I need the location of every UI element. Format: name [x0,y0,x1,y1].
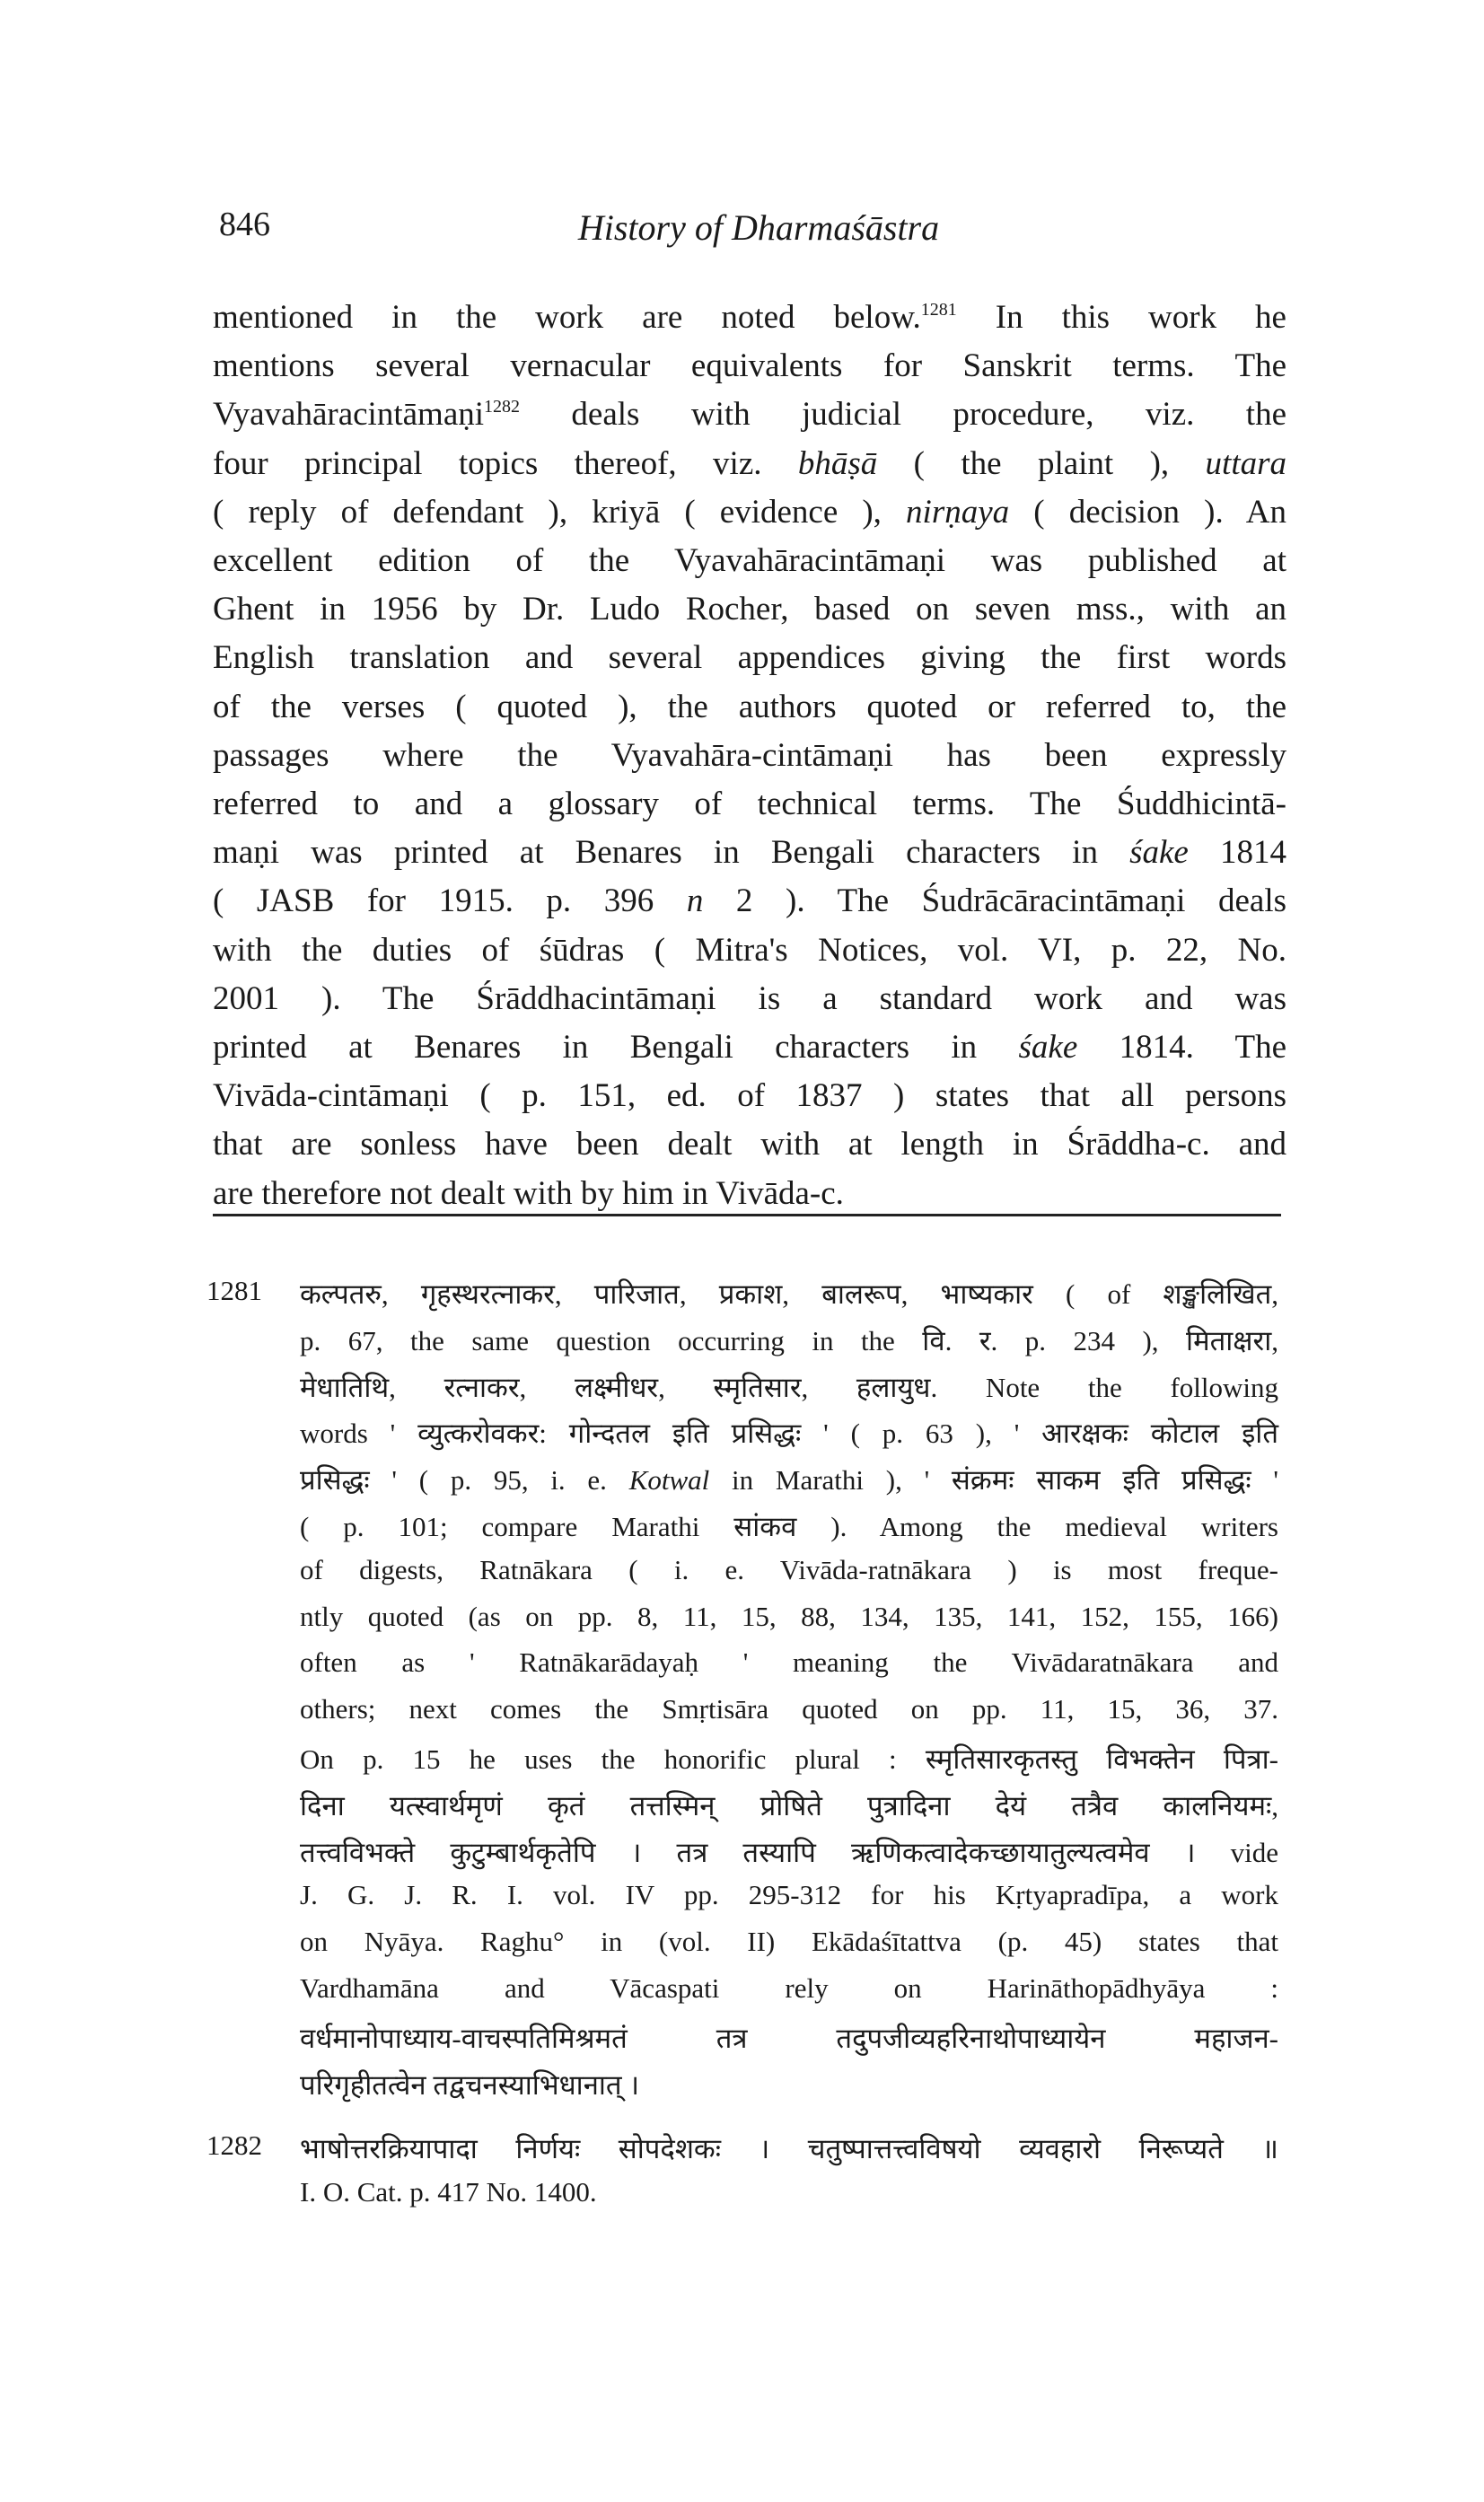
footnote-line [300,2176,1278,2208]
body-line [213,395,1286,434]
text-run: ( reply of defendant ), kriyā ( evidence ), [213,493,907,531]
body-line [213,785,1286,823]
text-run: ( JASB for 1915. p. 396 [213,882,687,920]
text-run: वर्धमानोपाध्याय-वाचस्पतिमिश्रमतं तत्र तदुपजीव्यहरिनाथोपाध्यायेन महाजन- [300,2022,1278,2054]
text-run: śake [1129,834,1189,872]
footnote-number: 1282 [206,2129,262,2161]
body-line [213,1028,1286,1067]
body-line [213,590,1286,628]
text-run: printed at Benares in Bengali characters in [213,1029,1019,1066]
text-run: On p. 15 he uses the honorific plural : स्मृतिसारकृतस्तु विभक्तेन पित्रा- [300,1743,1278,1775]
text-run: Vyavahāracintāmaṇi [213,396,485,434]
text-run: maṇi was printed at Benares in Bengali characters in [213,834,1130,872]
body-line [213,638,1286,677]
footnote-line [300,1740,1278,1778]
text-run: passages where the Vyavahāra-cintāmaṇi has been expressly [213,736,1286,774]
text-run: 1814. The [1077,1029,1286,1066]
text-run: 2001 ). The Śrāddhacintāmaṇi is a standard work and was [213,979,1286,1017]
body-line [213,882,1286,920]
footnote-line [300,1321,1278,1359]
text-run: 1814 [1188,834,1286,872]
body-line [213,541,1286,580]
text-run: nirṇaya [906,493,1010,531]
text-run: uttara [1205,444,1287,482]
footnote-number: 1281 [206,1275,262,1306]
footnote-line [300,2019,1278,2057]
footnote-line [300,1833,1278,1871]
text-run: Vardhamāna and Vācaspati rely on Harināthopādhyāya : [300,1972,1278,2004]
body-line [213,493,1286,531]
body-line [213,347,1286,385]
footnote-line [300,1368,1278,1406]
text-run: English translation and several appendices giving the first words [213,639,1286,677]
text-run: referred to and a glossary of technical terms. The Śuddhicintā- [213,786,1286,822]
footnote-line [300,1972,1278,2005]
text-run: of digests, Ratnākara ( i. e. Vivāda-ratnākara ) is most freque- [300,1553,1278,1585]
text-run: मेधातिथि, रत्नाकर, लक्ष्मीधर, स्मृतिसार, हलायुध. Note the following [300,1371,1278,1403]
footnote-line [300,1601,1278,1633]
footnote-divider [213,1214,1281,1216]
footnote-reference: 1282 [484,397,521,417]
footnote-line [300,1879,1278,1911]
text-run: four principal topics thereof, viz. [213,444,798,482]
body-line [213,1174,1286,1213]
footnote-line [300,1646,1278,1679]
text-run: with the duties of śūdras ( Mitra's Notices, vol. VI, p. 22, No. [213,931,1286,969]
text-run: n [686,882,704,920]
body-line [213,1076,1286,1115]
footnote-line [300,1926,1278,1958]
text-run: in Marathi ), ' संक्रमः साकम इति प्रसिद्धः ' [709,1464,1278,1497]
text-run: परिगृहीतत्वेन तद्वचनस्याभिधानात् । [300,2068,640,2101]
text-run: ntly quoted (as on pp. 8, 11, 15, 88, 134, 135, 141, 152, 155, 166) [300,1600,1278,1632]
footnote-line [300,1507,1278,1545]
text-run: ( p. 101; compare Marathi सांकव ). Among the medieval writers [300,1511,1278,1542]
text-run: of the verses ( quoted ), the authors quoted or referred to, the [213,688,1286,725]
page-number: 846 [219,206,270,243]
footnote-line [300,1461,1278,1498]
text-run: दिना यत्स्वार्थमृणं कृतं तत्तस्मिन् प्रोषिते पुत्रादिना देयं तत्रैव कालनियमः, [300,1789,1278,1822]
text-run: often as ' Ratnākarādayaḥ ' meaning the Vivādaratnākara and [300,1646,1278,1679]
text-run: śake [1018,1029,1078,1066]
body-line [213,979,1286,1018]
text-run: तत्त्वविभक्ते कुटुम्बार्थकृतेपि । तत्र तस्यापि ऋणिकत्वादेकच्छायातुल्यत्वमेव । vide [300,1836,1278,1868]
text-run: प्रसिद्धः ' ( p. 95, i. e. [300,1464,629,1497]
text-run: excellent edition of the Vyavahāracintāmaṇi was published at [213,542,1286,579]
text-run: Kotwal [628,1464,710,1497]
text-run: In this work he [956,299,1286,336]
body-line [213,931,1286,970]
text-run: bhāṣā [797,444,878,482]
footnote-line [300,2129,1278,2167]
text-run: on Nyāya. Raghu° in (vol. II) Ekādaśītattva (p. 45) states that [300,1926,1278,1958]
footnote-line [300,1693,1278,1725]
text-run: Vivāda-cintāmaṇi ( p. 151, ed. of 1837 ) states that all persons [213,1077,1286,1115]
body-line [213,1125,1286,1163]
text-run: कल्पतरु, गृहस्थरत्नाकर, पारिजात, प्रकाश, बालरूप, भाष्यकार ( of शङ्खलिखित, [300,1278,1278,1310]
footnote-line [300,1787,1278,1824]
text-run: words ' व्युत्करोवकर: गोन्दतल इति प्रसिद्धः ' ( p. 63 ), ' आरक्षकः कोटाल इति [300,1418,1278,1450]
body-line [213,444,1286,483]
body-line [213,736,1286,775]
footnote-line [300,1554,1278,1586]
text-run: भाषोत्तरक्रियापादा निर्णयः सोपदेशकः । चतुष्पात्तत्त्वविषयो व्यवहारो निरूप्यते ॥ [300,2133,1278,2164]
footnote-line [300,1414,1278,1452]
text-run: deals with judicial procedure, viz. the [520,396,1286,434]
text-run: I. O. Cat. p. 417 No. 1400. [300,2175,597,2208]
footnote-reference: 1281 [920,300,957,320]
text-run: ( decision ). An [1009,493,1286,531]
text-run: mentions several vernacular equivalents for Sanskrit terms. The [213,347,1286,385]
text-run: p. 67, the same question occurring in the वि. र. p. 234 ), मिताक्षरा, [300,1324,1278,1356]
footnote-line [300,1275,1278,1312]
body-line [213,833,1286,872]
text-run: J. G. J. R. I. vol. IV pp. 295-312 for his Kṛtyapradīpa, a work [300,1879,1278,1911]
footnote-line [300,2066,1278,2103]
text-run: Ghent in 1956 by Dr. Ludo Rocher, based on seven mss., with an [213,591,1286,628]
text-run: that are sonless have been dealt with at length in Śrāddha-c. and [213,1126,1286,1163]
text-run: others; next comes the Smṛtisāra quoted on pp. 11, 15, 36, 37. [300,1693,1278,1725]
body-line [213,688,1286,726]
running-title: History of Dharmaśāstra [577,207,940,248]
text-run: 2 ). The Śudrācāracintāmaṇi deals [703,882,1287,920]
text-run: mentioned in the work are noted below. [213,299,921,336]
text-run: ( the plaint ), [877,444,1206,482]
body-line [213,298,1286,337]
text-run: are therefore not dealt with by him in Vivāda-c. [213,1174,844,1212]
